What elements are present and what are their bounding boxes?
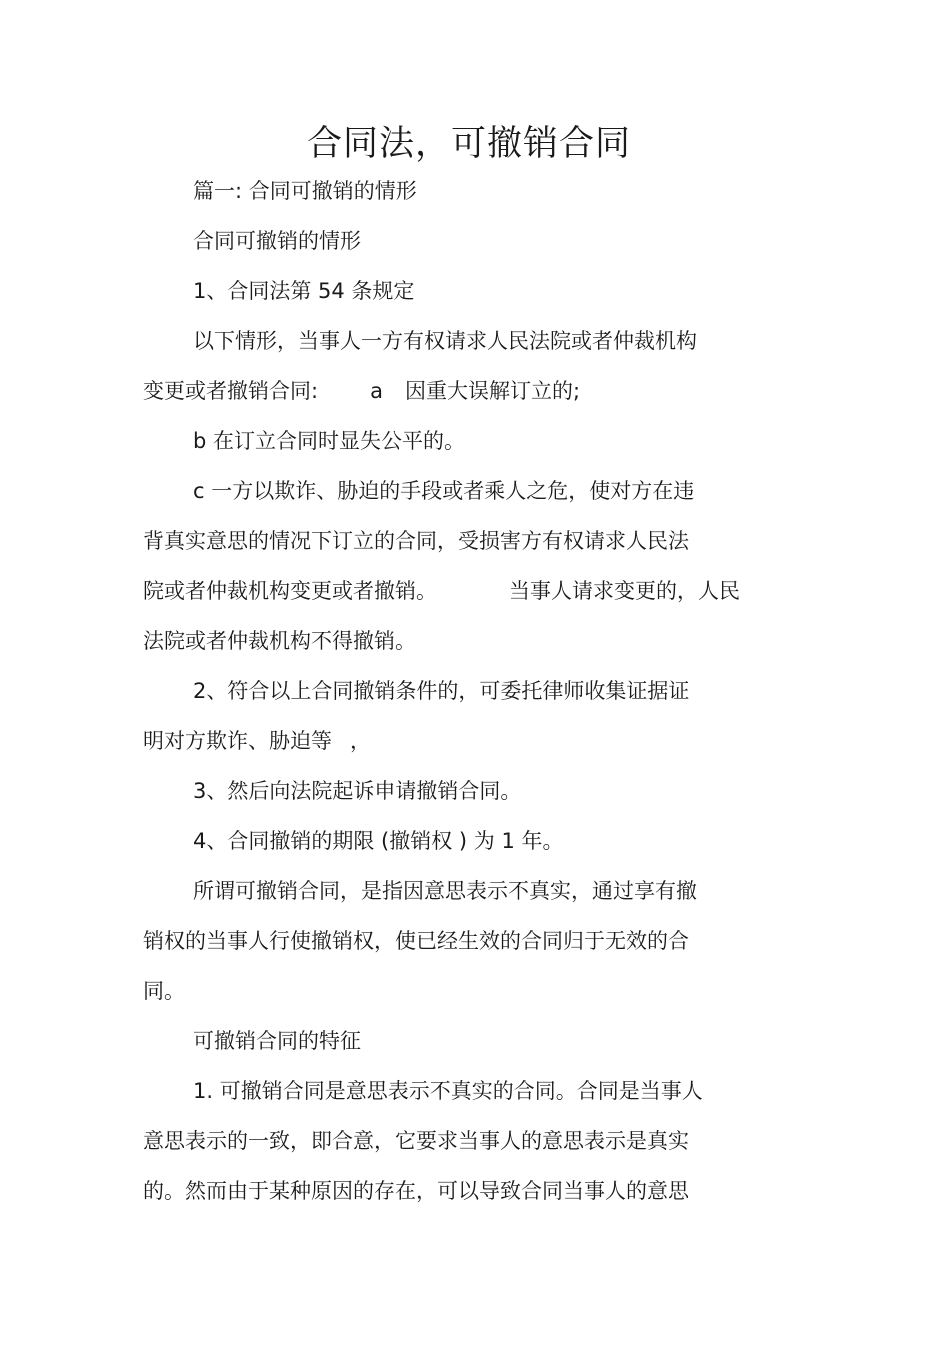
paragraph-line: 同。 [143, 979, 185, 1003]
line-segment: ， [350, 729, 371, 753]
list-marker: a [370, 379, 383, 403]
paragraph-line [143, 376, 580, 406]
line-segment: 当事人请求变更的，人民 [509, 579, 740, 603]
paragraph-line: 3、然后向法院起诉申请撤销合同。 [193, 779, 522, 803]
paragraph-line: 2、符合以上合同撤销条件的，可委托律师收集证据证 [193, 679, 690, 703]
paragraph-line: 1、合同法第 54 条规定 [193, 279, 415, 303]
line-segment: 变更或者撤销合同: [143, 379, 319, 403]
paragraph-line [143, 726, 371, 756]
section-heading: 篇一: 合同可撤销的情形 [193, 179, 417, 203]
paragraph-line: 背真实意思的情况下订立的合同，受损害方有权请求人民法 [143, 529, 689, 553]
paragraph-line: 以下情形，当事人一方有权请求人民法院或者仲裁机构 [193, 329, 697, 353]
paragraph-line: 法院或者仲裁机构不得撤销。 [143, 629, 416, 653]
paragraph-line: 销权的当事人行使撤销权，使已经生效的合同归于无效的合 [143, 929, 689, 953]
subheading: 合同可撤销的情形 [193, 229, 361, 253]
paragraph-line [143, 576, 740, 606]
subheading: 可撤销合同的特征 [193, 1029, 361, 1053]
paragraph-line: b 在订立合同时显失公平的。 [193, 429, 466, 453]
paragraph-line: 所谓可撤销合同，是指因意思表示不真实，通过享有撤 [193, 879, 697, 903]
paragraph-line: 的。然而由于某种原因的存在，可以导致合同当事人的意思 [143, 1179, 689, 1203]
paragraph-line: 意思表示的一致，即合意，它要求当事人的意思表示是真实 [143, 1129, 689, 1153]
paragraph-line: 1. 可撤销合同是意思表示不真实的合同。合同是当事人 [193, 1079, 703, 1103]
paragraph-line: c 一方以欺诈、胁迫的手段或者乘人之危，使对方在违 [193, 479, 695, 503]
line-segment: 院或者仲裁机构变更或者撤销。 [143, 579, 437, 603]
document-title: 合同法，可撤销合同 [306, 124, 631, 164]
line-segment: 因重大误解订立的; [404, 379, 581, 403]
paragraph-line: 4、合同撤销的期限 (撤销权 ) 为 1 年。 [193, 829, 564, 853]
line-segment: 明对方欺诈、胁迫等 [143, 729, 332, 753]
